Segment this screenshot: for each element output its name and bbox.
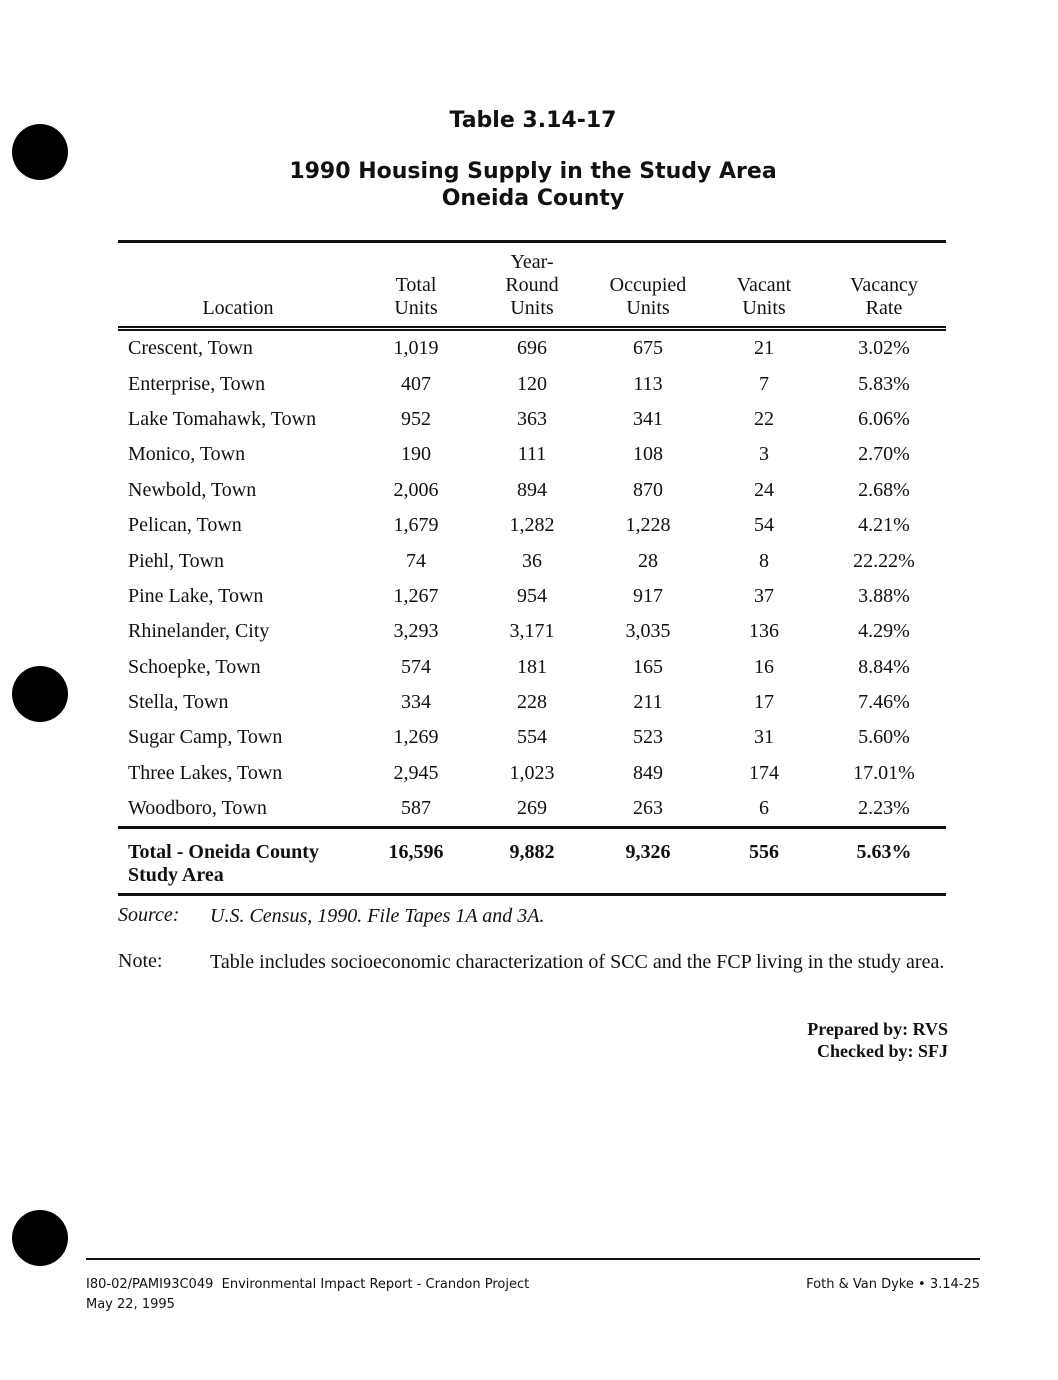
row-total-units: 2,006 — [393, 478, 439, 501]
row-vacant-units: 3 — [759, 443, 769, 466]
footer-page-number: 3.14-25 — [929, 1277, 980, 1292]
row-year-round-units: 181 — [517, 655, 547, 678]
row-year-round-units: 120 — [517, 372, 547, 395]
row-location: Monico, Town — [128, 443, 246, 466]
row-location: Schoepke, Town — [128, 655, 261, 678]
row-location: Piehl, Town — [128, 549, 225, 572]
row-vacant-units: 22 — [754, 407, 774, 430]
row-occupied-units: 523 — [633, 726, 663, 749]
header-total-units: Total Units — [394, 274, 438, 319]
row-occupied-units: 1,228 — [625, 514, 671, 537]
row-vacancy-rate: 2.70% — [858, 443, 910, 466]
total-year-round-units: 9,882 — [509, 841, 555, 864]
footer-doc-info — [86, 1277, 529, 1292]
row-vacant-units: 16 — [754, 655, 774, 678]
footer-company: Foth & Van Dyke — [806, 1277, 914, 1292]
row-vacancy-rate: 2.23% — [858, 797, 910, 820]
table-title: 1990 Housing Supply in the Study Area — [289, 159, 777, 184]
header-row — [118, 242, 946, 329]
row-occupied-units: 263 — [633, 797, 663, 820]
row-location: Pine Lake, Town — [128, 584, 264, 607]
row-occupied-units: 28 — [638, 549, 658, 572]
row-location: Pelican, Town — [128, 514, 242, 537]
footer-divider — [86, 1258, 980, 1260]
row-year-round-units: 554 — [517, 726, 547, 749]
table-row — [118, 756, 946, 791]
housing-supply-table — [118, 240, 946, 896]
note-text: Table includes socioeconomic characterization of SCC and the FCP living in the study area. — [210, 951, 945, 973]
source-text: U.S. Census, 1990. File Tapes 1A and 3A. — [210, 905, 545, 927]
row-vacancy-rate: 3.02% — [858, 337, 910, 360]
row-occupied-units: 849 — [633, 761, 663, 784]
prepared-by: Prepared by: RVS — [807, 1019, 948, 1039]
row-occupied-units: 870 — [633, 478, 663, 501]
total-total-units: 16,596 — [388, 841, 444, 864]
row-year-round-units: 894 — [517, 478, 547, 501]
row-total-units: 74 — [406, 549, 426, 572]
header-location: Location — [202, 297, 274, 319]
row-vacant-units: 7 — [759, 372, 769, 395]
row-location: Stella, Town — [128, 691, 229, 714]
row-total-units: 574 — [401, 655, 431, 678]
row-occupied-units: 675 — [633, 337, 663, 360]
row-vacant-units: 174 — [749, 761, 779, 784]
row-occupied-units: 113 — [633, 372, 663, 395]
row-vacancy-rate: 4.21% — [858, 514, 910, 537]
row-vacant-units: 54 — [754, 514, 774, 537]
table-row — [118, 614, 946, 649]
header-vacancy-rate: Vacancy Rate — [850, 274, 918, 319]
table-subtitle: Oneida County — [441, 186, 625, 211]
row-location: Crescent, Town — [128, 337, 253, 360]
row-vacancy-rate: 22.22% — [853, 549, 915, 572]
row-location: Woodboro, Town — [128, 797, 267, 820]
row-vacancy-rate: 5.60% — [858, 726, 910, 749]
row-vacancy-rate: 2.68% — [858, 478, 910, 501]
row-vacant-units: 37 — [754, 584, 774, 607]
header-vacant-units: Vacant Units — [736, 274, 792, 319]
row-location: Lake Tomahawk, Town — [128, 407, 317, 430]
row-occupied-units: 211 — [633, 691, 663, 714]
row-total-units: 1,679 — [393, 514, 439, 537]
footer-bullet: • — [918, 1277, 926, 1292]
row-vacancy-rate: 3.88% — [858, 584, 910, 607]
row-year-round-units: 3,171 — [509, 620, 555, 643]
total-row — [118, 828, 946, 895]
checked-by: Checked by: SFJ — [816, 1041, 948, 1061]
row-vacancy-rate: 17.01% — [853, 761, 915, 784]
table-row — [118, 579, 946, 614]
table-row — [118, 366, 946, 401]
row-year-round-units: 111 — [517, 443, 547, 466]
row-vacant-units: 21 — [754, 337, 774, 360]
table-row — [118, 437, 946, 472]
binder-hole-bottom — [12, 1210, 68, 1266]
total-vacant-units: 556 — [749, 841, 779, 864]
row-vacant-units: 31 — [754, 726, 774, 749]
row-total-units: 587 — [401, 797, 431, 820]
row-year-round-units: 1,282 — [509, 514, 555, 537]
header-year-round-units: Year- Round Units — [505, 251, 559, 319]
footer-report-title: Environmental Impact Report - Crandon Project — [221, 1277, 530, 1292]
binder-hole-middle — [12, 666, 68, 722]
table-row — [118, 508, 946, 543]
note-label: Note: — [118, 950, 163, 972]
row-vacancy-rate: 6.06% — [858, 407, 910, 430]
row-vacancy-rate: 8.84% — [858, 655, 910, 678]
table-row — [118, 473, 946, 508]
row-total-units: 1,267 — [393, 584, 439, 607]
row-year-round-units: 363 — [517, 407, 547, 430]
footer-date: May 22, 1995 — [86, 1297, 175, 1312]
table-row — [118, 543, 946, 578]
row-location: Enterprise, Town — [128, 372, 266, 395]
row-occupied-units: 3,035 — [625, 620, 671, 643]
row-vacancy-rate: 5.83% — [858, 372, 910, 395]
row-total-units: 190 — [401, 443, 431, 466]
row-occupied-units: 917 — [633, 584, 663, 607]
total-vacancy-rate: 5.63% — [856, 841, 912, 864]
table-body — [118, 329, 946, 895]
row-total-units: 407 — [401, 372, 431, 395]
row-location: Sugar Camp, Town — [128, 726, 283, 749]
row-occupied-units: 165 — [633, 655, 663, 678]
row-vacant-units: 24 — [754, 478, 774, 501]
table-row — [118, 650, 946, 685]
header-occupied-units: Occupied Units — [609, 274, 687, 319]
footer-doc-id: I80-02/PAMI93C049 — [86, 1277, 214, 1292]
row-vacancy-rate: 7.46% — [858, 691, 910, 714]
table-row — [118, 402, 946, 437]
row-total-units: 1,019 — [393, 337, 439, 360]
row-total-units: 3,293 — [393, 620, 439, 643]
table-row — [118, 329, 946, 367]
row-year-round-units: 269 — [517, 797, 547, 820]
row-total-units: 1,269 — [393, 726, 439, 749]
row-location: Rhinelander, City — [128, 620, 270, 643]
row-vacant-units: 17 — [754, 691, 774, 714]
row-year-round-units: 954 — [517, 584, 547, 607]
table-row — [118, 720, 946, 755]
table-row — [118, 791, 946, 828]
row-year-round-units: 696 — [517, 337, 547, 360]
row-year-round-units: 36 — [522, 549, 542, 572]
row-year-round-units: 1,023 — [509, 761, 555, 784]
row-total-units: 334 — [401, 691, 431, 714]
row-total-units: 952 — [401, 407, 431, 430]
row-occupied-units: 341 — [633, 407, 663, 430]
row-total-units: 2,945 — [393, 761, 439, 784]
table-row — [118, 685, 946, 720]
table-number: Table 3.14-17 — [449, 108, 617, 133]
row-occupied-units: 108 — [633, 443, 663, 466]
row-year-round-units: 228 — [517, 691, 547, 714]
total-location: Total - Oneida County Study Area — [128, 841, 319, 887]
footer-page-info — [806, 1277, 980, 1292]
row-location: Newbold, Town — [128, 478, 257, 501]
row-vacant-units: 6 — [759, 797, 769, 820]
source-label: Source: — [118, 904, 180, 926]
total-occupied-units: 9,326 — [625, 841, 671, 864]
row-vacancy-rate: 4.29% — [858, 620, 910, 643]
row-vacant-units: 136 — [749, 620, 779, 643]
row-vacant-units: 8 — [759, 549, 769, 572]
row-location: Three Lakes, Town — [128, 761, 283, 784]
